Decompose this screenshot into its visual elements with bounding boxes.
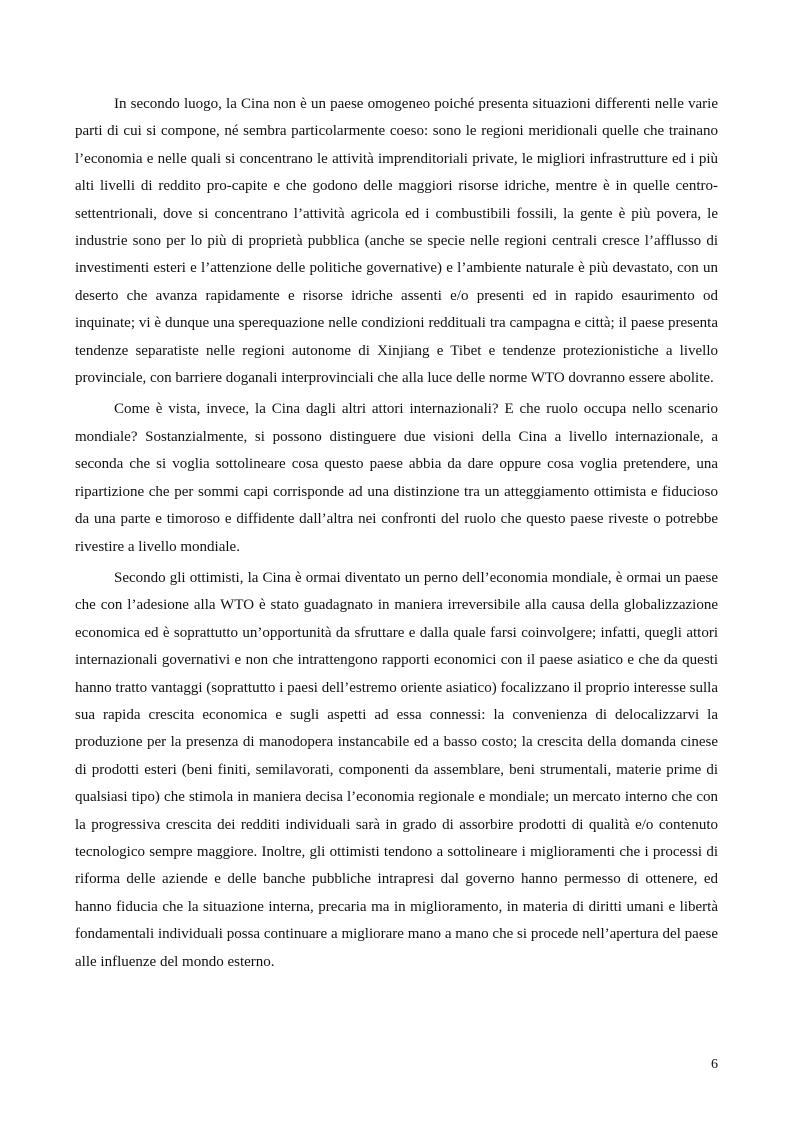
paragraph-regional-differences: In secondo luogo, la Cina non è un paese omogeneo poiché presenta situazioni differenti nelle varie parti di cui si compone, né sembra particolarmente coeso: sono le regioni meridionali quelle che trainano l’economia e nelle quali si concentrano le attività imprenditoriali private, le migliori infrastrutture ed i più alti livelli di reddito pro-capite e che godono delle maggiori risorse idriche, mentre è in quelle centro-settentrionali, dove si concentrano l’attività agricola ed i combustibili fossili, la gente è più povera, le industrie sono per lo più di proprietà pubblica (anche se specie nelle regioni centrali cresce l’afflusso di investimenti esteri e l’attenzione delle politiche governative) e l’ambiente naturale è più devastato, con un deserto che avanza rapidamente e risorse idriche assenti e/o presenti ed in rapido esaurimento od inquinate; vi è dunque una sperequazione nelle condizioni reddituali tra campagna e città; il paese presenta tendenze separatiste nelle regioni autonome di Xinjiang e Tibet e tendenze protezionistiche a livello provinciale, con barriere doganali interprovinciali che alla luce delle norme WTO dovranno essere abolite. xyxy=(75,96,718,387)
paragraph-optimists: Secondo gli ottimisti, la Cina è ormai diventato un perno dell’economia mondiale, è ormai un paese che con l’adesione alla WTO è stato guadagnato in maniera irreversibile alla causa della globalizzazione economica ed è soprattutto un’opportunità da sfruttare e dalla quale farsi coinvolgere; infatti, quegli attori internazionali governativi e non che intrattengono rapporti economici con il paese asiatico e che da questi hanno tratto vantaggi (soprattutto i paesi dell’estremo oriente asiatico) focalizzano il proprio interesse sulla sua rapida crescita economica e sugli aspetti ad essa connessi: la convenienza di delocalizzarvi la produzione per la presenza di manodopera instancabile ed a basso costo; la crescita della domanda cinese di prodotti esteri (beni finiti, semilavorati, componenti da assemblare, beni strumentali, materie prime di qualsiasi tipo) che stimola in maniera decisa l’economia regionale e mondiale; un mercato interno che con la progressiva crescita dei redditi individuali sarà in grado di assorbire prodotti di qualità e/o contenuto tecnologico sempre maggiore. Inoltre, gli ottimisti tendono a sottolineare i miglioramenti che i processi di riforma delle aziende e delle banche pubbliche intrapresi dal governo hanno permesso di ottenere, ed hanno fiducia che la situazione interna, precaria ma in miglioramento, in materia di diritti umani e libertà fondamentali individuali possa continuare a migliorare mano a mano che si procede nell’apertura del paese alle influenze del mondo esterno. xyxy=(75,569,718,970)
body-text xyxy=(75,91,718,980)
paragraph-international-views: Come è vista, invece, la Cina dagli altri attori internazionali? E che ruolo occupa nello scenario mondiale? Sostanzialmente, si possono distinguere due visioni della Cina a livello internazionale, a seconda che si voglia sottolineare cosa questo paese abbia da dare oppure cosa voglia pretendere, una ripartizione che per sommi capi corrisponde ad una distinzione tra un atteggiamento ottimista e fiducioso da una parte e timoroso e diffidente dall’altra nei confronti del ruolo che questo paese riveste o potrebbe rivestire a livello mondiale. xyxy=(75,401,718,555)
page-number: 6 xyxy=(711,1057,718,1072)
